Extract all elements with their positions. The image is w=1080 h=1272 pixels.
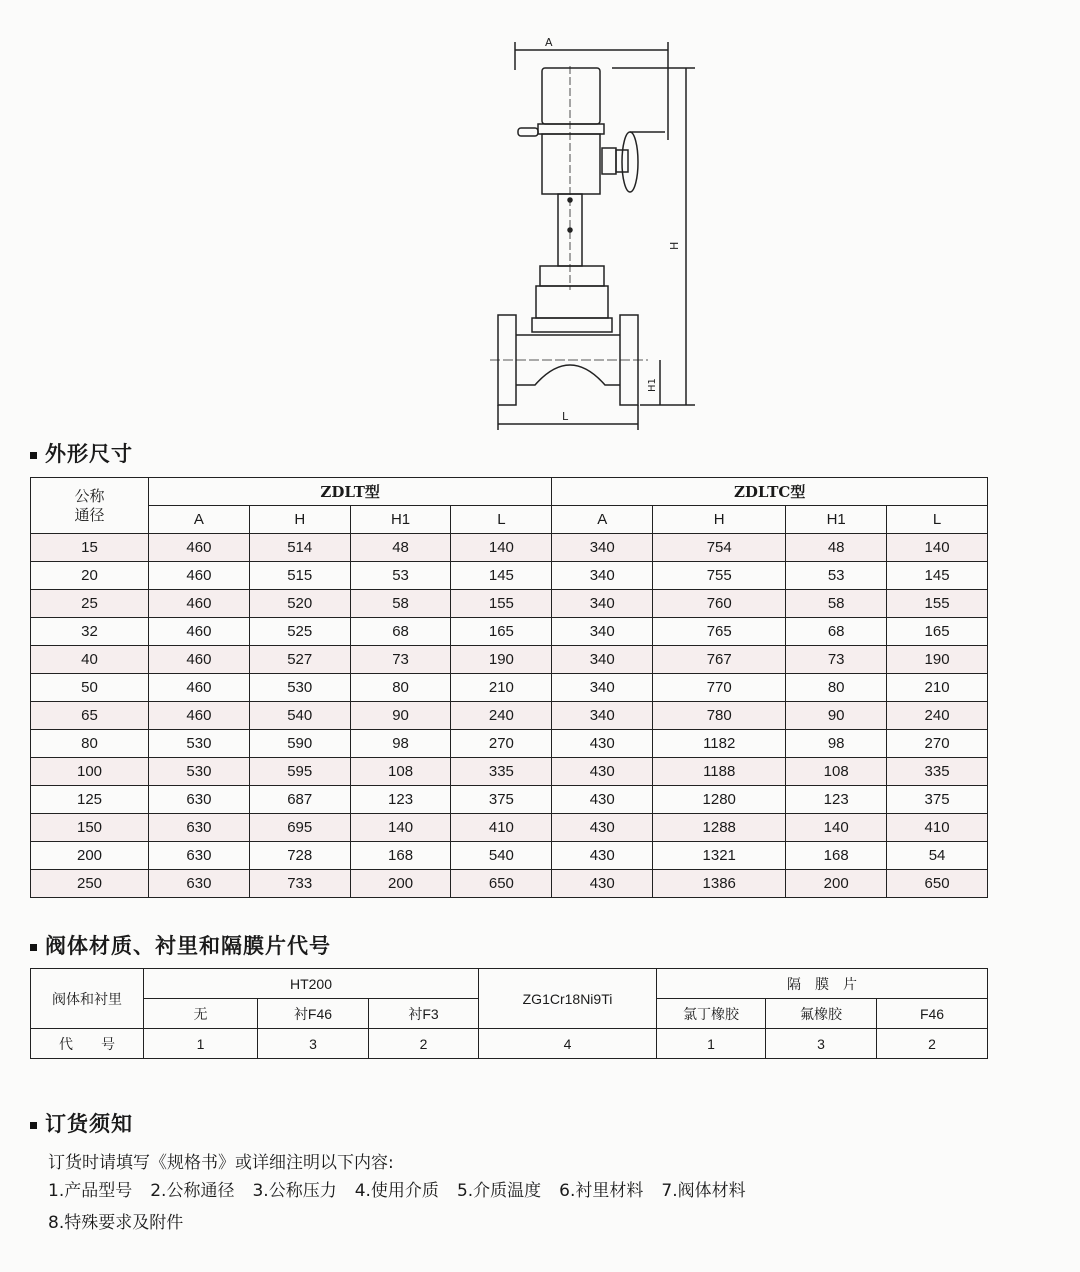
table-cell: 733 <box>249 870 350 898</box>
nominal-diameter-header: 公称 通径 <box>31 478 149 534</box>
ordering-item: 5.介质温度 <box>456 1181 542 1201</box>
table-cell: 140 <box>887 534 988 562</box>
table-cell: 270 <box>451 730 552 758</box>
code-cell: 3 <box>258 1029 369 1059</box>
table-cell: 1321 <box>653 842 786 870</box>
code-cell: 1 <box>144 1029 258 1059</box>
table-cell: 540 <box>451 842 552 870</box>
table-cell: 200 <box>786 870 887 898</box>
table-cell: 460 <box>149 702 250 730</box>
table-cell: 90 <box>786 702 887 730</box>
table-cell: 595 <box>249 758 350 786</box>
dim-label-l: L <box>562 410 569 423</box>
table-cell: 58 <box>786 590 887 618</box>
nominal-diameter-cell: 50 <box>31 674 149 702</box>
nominal-diameter-cell: 150 <box>31 814 149 842</box>
table-row <box>31 786 988 814</box>
ht200-header: HT200 <box>144 969 479 999</box>
table-cell: 530 <box>149 730 250 758</box>
zg-header: ZG1Cr18Ni9Ti <box>479 969 657 1029</box>
ordering-item: 2.公称通径 <box>150 1181 235 1201</box>
table-cell: 53 <box>786 562 887 590</box>
bullet-icon <box>30 1122 37 1129</box>
lining-none: 无 <box>144 999 258 1029</box>
table-cell: 340 <box>552 702 653 730</box>
column-header-h: H <box>249 506 350 534</box>
table-cell: 340 <box>552 534 653 562</box>
table-cell: 765 <box>653 618 786 646</box>
table-cell: 760 <box>653 590 786 618</box>
table-cell: 108 <box>786 758 887 786</box>
diaphragm-fluororubber: 氟橡胶 <box>766 999 877 1029</box>
table-cell: 68 <box>350 618 451 646</box>
table-cell: 335 <box>451 758 552 786</box>
table-cell: 630 <box>149 814 250 842</box>
table-cell: 340 <box>552 646 653 674</box>
table-cell: 140 <box>451 534 552 562</box>
nominal-diameter-cell: 100 <box>31 758 149 786</box>
table-cell: 340 <box>552 618 653 646</box>
table-cell: 145 <box>451 562 552 590</box>
table-cell: 58 <box>350 590 451 618</box>
code-cell: 4 <box>479 1029 657 1059</box>
table-cell: 140 <box>786 814 887 842</box>
table-cell: 80 <box>350 674 451 702</box>
section-title-text: 外形尺寸 <box>45 441 133 466</box>
nominal-diameter-cell: 80 <box>31 730 149 758</box>
table-cell: 687 <box>249 786 350 814</box>
diaphragm-header: 隔 膜 片 <box>657 969 988 999</box>
table-cell: 340 <box>552 590 653 618</box>
table-cell: 165 <box>451 618 552 646</box>
table-cell: 1386 <box>653 870 786 898</box>
column-header-l: L <box>451 506 552 534</box>
ordering-item: 8.特殊要求及附件 <box>48 1213 184 1233</box>
table-cell: 155 <box>451 590 552 618</box>
table-cell: 190 <box>451 646 552 674</box>
ordering-item: 3.公称压力 <box>252 1181 337 1201</box>
table-row <box>31 758 988 786</box>
table-row <box>31 842 988 870</box>
table-cell: 73 <box>350 646 451 674</box>
table-cell: 525 <box>249 618 350 646</box>
code-header: 代 号 <box>31 1029 144 1059</box>
table-cell: 410 <box>451 814 552 842</box>
body-lining-header: 阀体和衬里 <box>31 969 144 1029</box>
table-cell: 767 <box>653 646 786 674</box>
table-row <box>31 730 988 758</box>
table-cell: 375 <box>451 786 552 814</box>
column-header-h1: H1 <box>786 506 887 534</box>
ordering-item: 7.阀体材料 <box>661 1181 746 1201</box>
code-cell: 2 <box>877 1029 988 1059</box>
ordering-items-line2 <box>48 1208 201 1233</box>
table-cell: 430 <box>552 842 653 870</box>
nominal-diameter-cell: 40 <box>31 646 149 674</box>
table-cell: 155 <box>887 590 988 618</box>
table-cell: 728 <box>249 842 350 870</box>
ordering-item: 6.衬里材料 <box>559 1181 644 1201</box>
ordering-item: 1.产品型号 <box>48 1181 133 1201</box>
table-cell: 340 <box>552 562 653 590</box>
table-cell: 650 <box>887 870 988 898</box>
section-title-ordering <box>30 1108 133 1138</box>
table-row <box>31 562 988 590</box>
table-cell: 780 <box>653 702 786 730</box>
table-cell: 240 <box>451 702 552 730</box>
section-title-text: 阀体材质、衬里和隔膜片代号 <box>45 933 331 958</box>
section-title-materials <box>30 930 331 960</box>
table-cell: 210 <box>451 674 552 702</box>
diaphragm-f46: F46 <box>877 999 988 1029</box>
table-cell: 375 <box>887 786 988 814</box>
table-cell: 53 <box>350 562 451 590</box>
table-cell: 270 <box>887 730 988 758</box>
table-cell: 165 <box>887 618 988 646</box>
table-cell: 460 <box>149 674 250 702</box>
section-title-text: 订货须知 <box>45 1111 133 1136</box>
table-cell: 48 <box>786 534 887 562</box>
table-row <box>31 534 988 562</box>
ordering-item: 4.使用介质 <box>354 1181 439 1201</box>
bullet-icon <box>30 452 37 459</box>
table-cell: 123 <box>786 786 887 814</box>
table-cell: 754 <box>653 534 786 562</box>
dim-label-a: A <box>545 36 553 49</box>
table-cell: 695 <box>249 814 350 842</box>
valve-dimension-diagram <box>480 30 710 440</box>
lining-f3: 衬F3 <box>369 999 479 1029</box>
table-cell: 590 <box>249 730 350 758</box>
table-cell: 48 <box>350 534 451 562</box>
code-cell: 2 <box>369 1029 479 1059</box>
table-cell: 168 <box>350 842 451 870</box>
table-cell: 240 <box>887 702 988 730</box>
nominal-diameter-cell: 200 <box>31 842 149 870</box>
table-cell: 514 <box>249 534 350 562</box>
table-cell: 430 <box>552 814 653 842</box>
table-cell: 650 <box>451 870 552 898</box>
table-cell: 430 <box>552 758 653 786</box>
table-row <box>31 814 988 842</box>
column-header-a: A <box>552 506 653 534</box>
table-cell: 430 <box>552 786 653 814</box>
table-cell: 530 <box>149 758 250 786</box>
column-header-a: A <box>149 506 250 534</box>
table-cell: 1182 <box>653 730 786 758</box>
diaphragm-neoprene: 氯丁橡胶 <box>657 999 766 1029</box>
table-cell: 123 <box>350 786 451 814</box>
table-cell: 430 <box>552 730 653 758</box>
table-cell: 515 <box>249 562 350 590</box>
nominal-diameter-cell: 15 <box>31 534 149 562</box>
table-cell: 190 <box>887 646 988 674</box>
table-row <box>31 646 988 674</box>
group-header-zdlt: ZDLT型 <box>149 478 552 506</box>
nominal-diameter-cell: 20 <box>31 562 149 590</box>
lining-f46: 衬F46 <box>258 999 369 1029</box>
table-cell: 140 <box>350 814 451 842</box>
table-row <box>31 674 988 702</box>
column-header-h1: H1 <box>350 506 451 534</box>
table-row <box>31 702 988 730</box>
section-title-dimensions <box>30 438 133 468</box>
table-cell: 520 <box>249 590 350 618</box>
table-cell: 755 <box>653 562 786 590</box>
table-cell: 410 <box>887 814 988 842</box>
table-cell: 460 <box>149 618 250 646</box>
dim-label-h1: H1 <box>647 378 658 392</box>
table-cell: 460 <box>149 646 250 674</box>
dim-label-h: H <box>668 241 681 250</box>
table-row <box>31 590 988 618</box>
table-cell: 1188 <box>653 758 786 786</box>
table-cell: 540 <box>249 702 350 730</box>
ordering-intro: 订货时请填写《规格书》或详细注明以下内容: <box>48 1153 394 1173</box>
table-cell: 460 <box>149 590 250 618</box>
table-cell: 460 <box>149 562 250 590</box>
nominal-diameter-cell: 250 <box>31 870 149 898</box>
table-cell: 68 <box>786 618 887 646</box>
table-cell: 210 <box>887 674 988 702</box>
table-cell: 168 <box>786 842 887 870</box>
column-header-h: H <box>653 506 786 534</box>
group-header-zdltc: ZDLTC型 <box>552 478 988 506</box>
table-cell: 527 <box>249 646 350 674</box>
table-cell: 460 <box>149 534 250 562</box>
table-cell: 630 <box>149 870 250 898</box>
table-cell: 530 <box>249 674 350 702</box>
table-cell: 630 <box>149 786 250 814</box>
code-cell: 3 <box>766 1029 877 1059</box>
table-cell: 145 <box>887 562 988 590</box>
table-row <box>31 618 988 646</box>
material-code-table <box>30 968 988 1059</box>
table-cell: 73 <box>786 646 887 674</box>
table-cell: 90 <box>350 702 451 730</box>
table-cell: 108 <box>350 758 451 786</box>
table-cell: 335 <box>887 758 988 786</box>
table-cell: 1288 <box>653 814 786 842</box>
nominal-diameter-cell: 125 <box>31 786 149 814</box>
table-row <box>31 870 988 898</box>
code-cell: 1 <box>657 1029 766 1059</box>
table-cell: 630 <box>149 842 250 870</box>
table-cell: 98 <box>350 730 451 758</box>
table-cell: 430 <box>552 870 653 898</box>
table-cell: 54 <box>887 842 988 870</box>
nominal-diameter-cell: 65 <box>31 702 149 730</box>
nominal-diameter-cell: 25 <box>31 590 149 618</box>
table-cell: 770 <box>653 674 786 702</box>
table-cell: 340 <box>552 674 653 702</box>
dimension-table <box>30 477 988 898</box>
nominal-diameter-cell: 32 <box>31 618 149 646</box>
table-cell: 1280 <box>653 786 786 814</box>
table-cell: 200 <box>350 870 451 898</box>
table-cell: 98 <box>786 730 887 758</box>
ordering-items-line1 <box>48 1176 764 1201</box>
bullet-icon <box>30 944 37 951</box>
column-header-l: L <box>887 506 988 534</box>
table-cell: 80 <box>786 674 887 702</box>
